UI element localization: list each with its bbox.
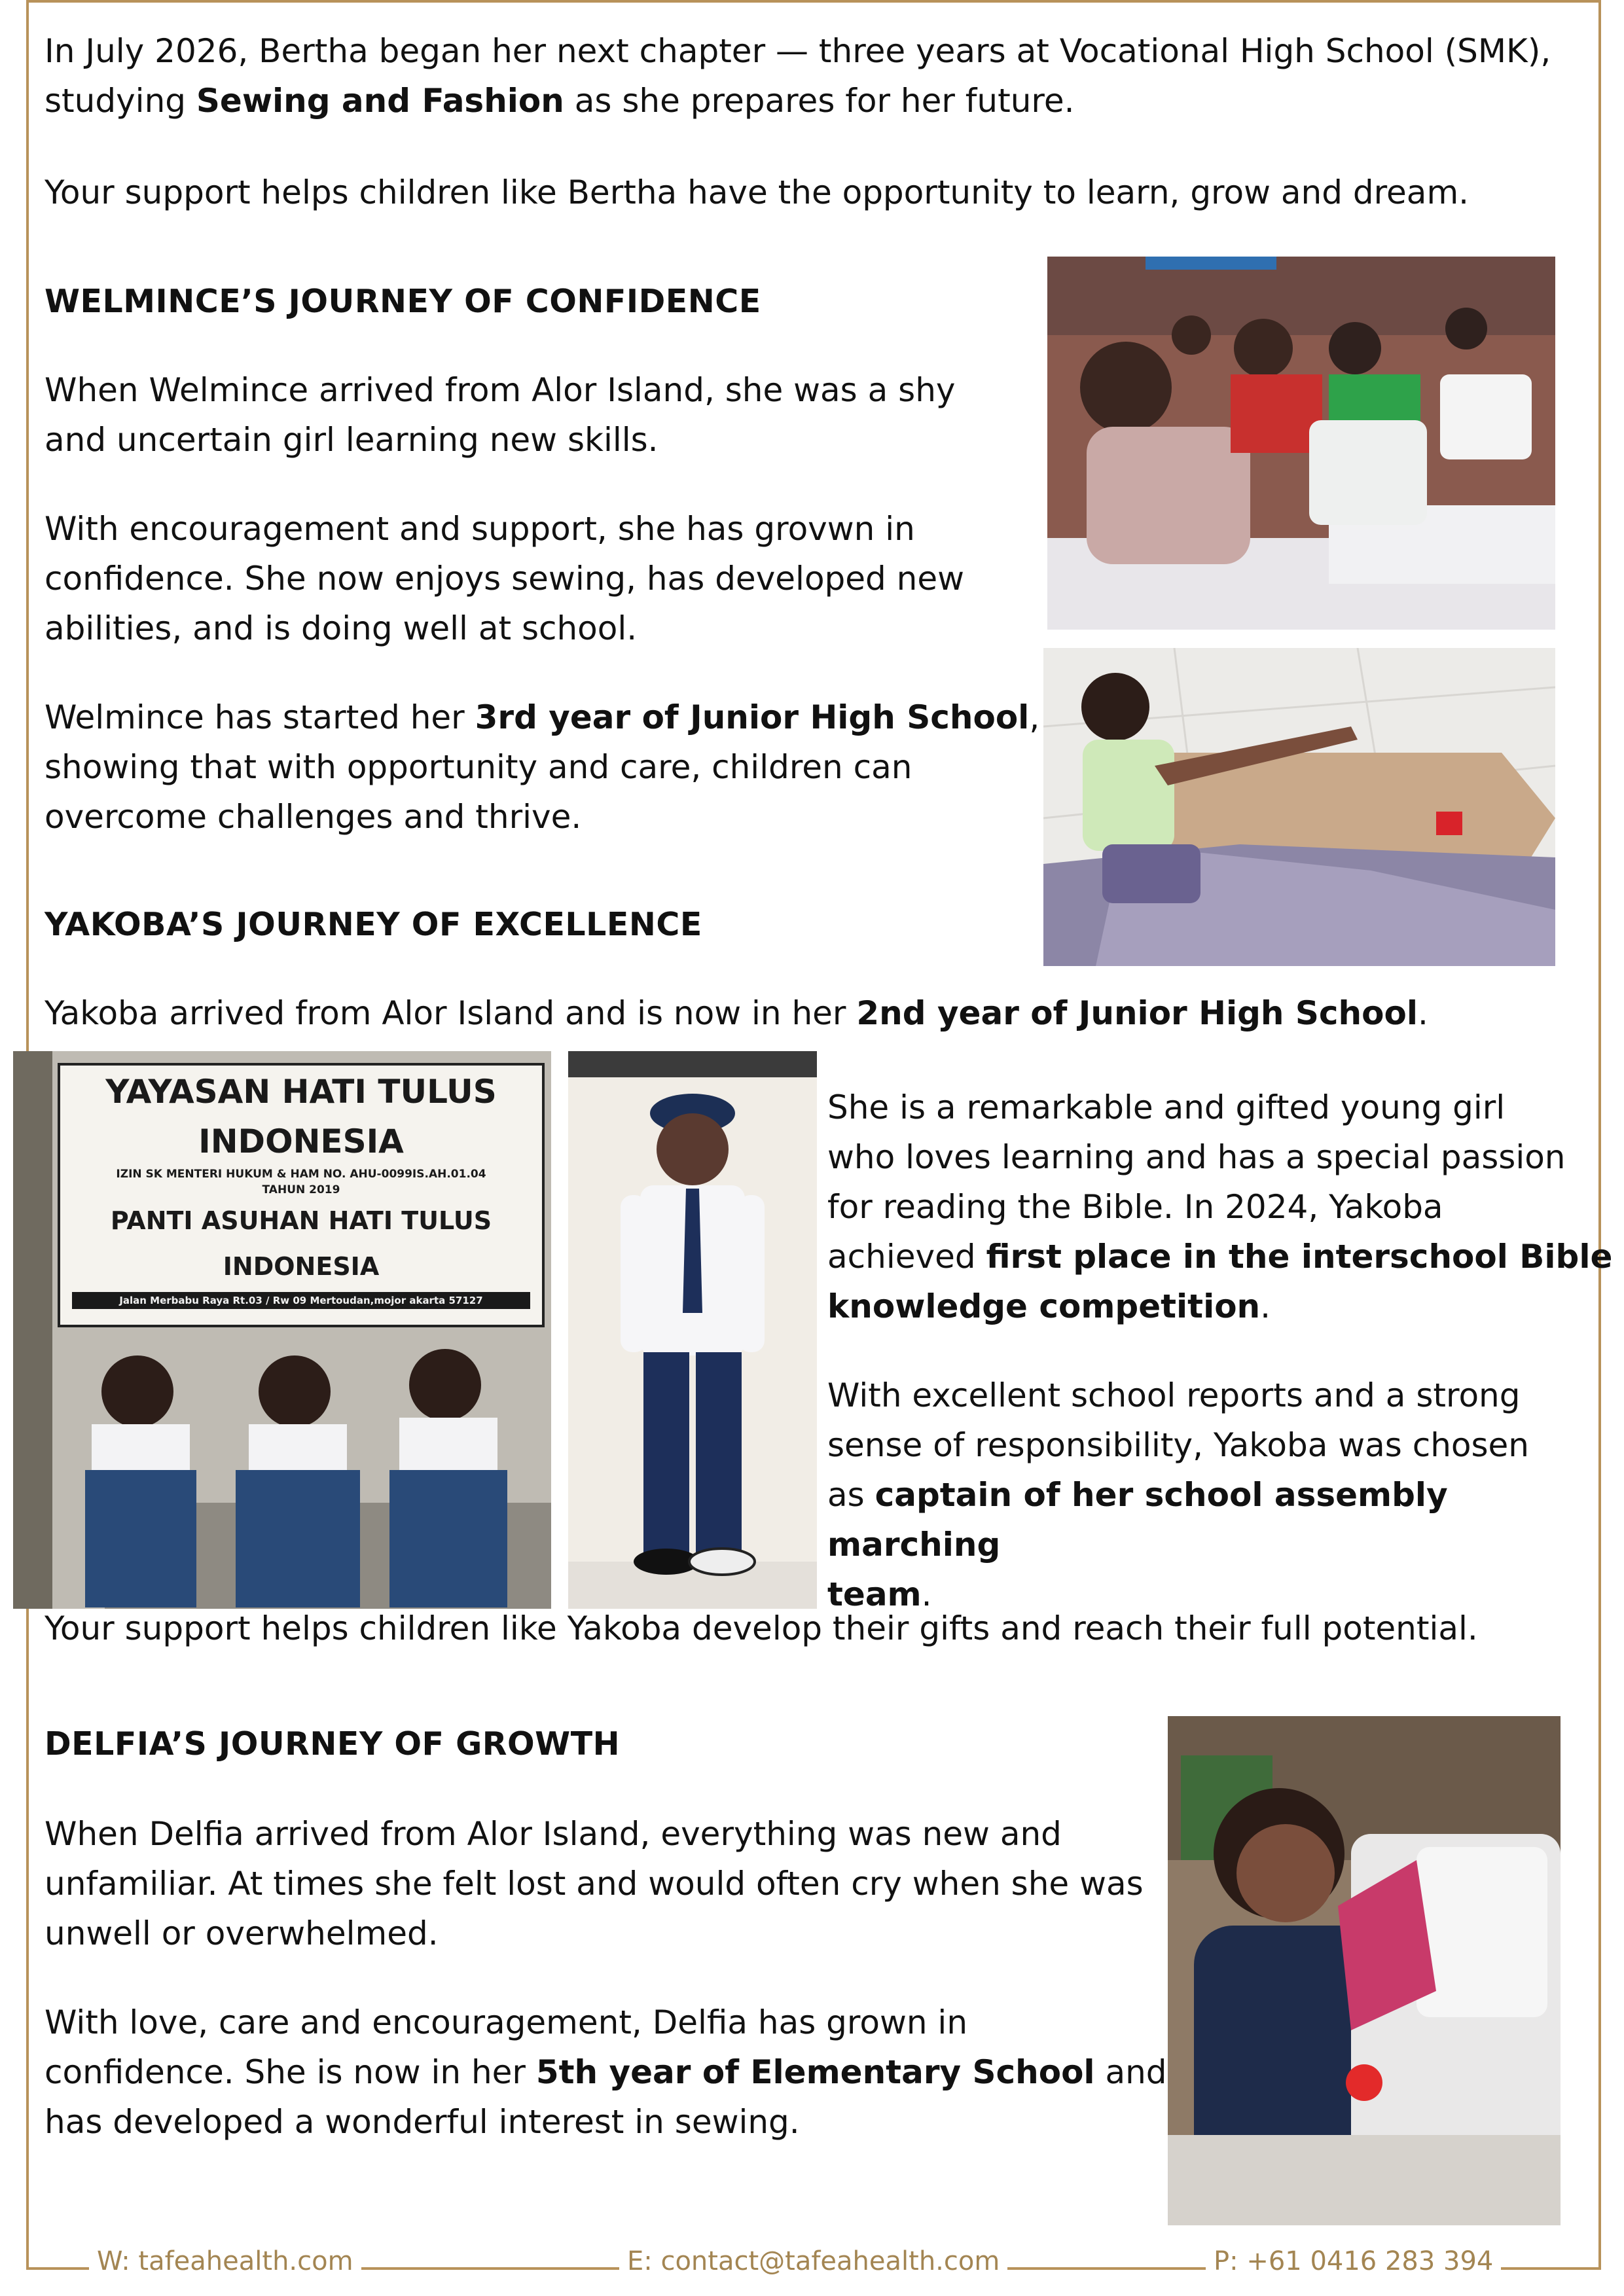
orphanage-sign	[59, 1067, 543, 1312]
sewing-class-photo	[1047, 257, 1555, 630]
text-line: sense of responsibility, Yakoba was chosen	[827, 1426, 1529, 1464]
text-line: knowledge competition.	[827, 1287, 1271, 1325]
delfia-paragraph-2	[45, 1998, 1167, 2147]
yakoba-heading: YAKOBA’S JOURNEY OF EXCELLENCE	[45, 906, 702, 943]
text-line: confidence. She now enjoys sewing, has developed new	[45, 560, 965, 598]
text-line: With excellent school reports and a strong	[827, 1376, 1521, 1414]
sign-title: YAYASAN HATI TULUS INDONESIA	[105, 1073, 497, 1160]
yakoba-closing: Your support helps children like Yakoba develop their gifts and reach their full potential.	[45, 1609, 1478, 1647]
yakoba-intro: Yakoba arrived from Alor Island and is now in her 2nd year of Junior High School.	[45, 994, 1428, 1032]
text-line: overcome challenges and thrive.	[45, 798, 582, 836]
intro-paragraph-2: Your support helps children like Bertha have the opportunity to learn, grow and dream.	[45, 173, 1470, 211]
text-line: When Welmince arrived from Alor Island, she was a shy	[45, 371, 956, 409]
group-uniform-photo	[13, 1051, 551, 1609]
text-line: who loves learning and has a special passion	[827, 1138, 1566, 1176]
sign-year: TAHUN 2019	[262, 1183, 340, 1196]
sign-license: IZIN SK MENTERI HUKUM & HAM NO. AHU-0099IS.AH.01.04	[116, 1168, 486, 1181]
text-line: With encouragement and support, she has grovwn in	[45, 510, 915, 548]
yakoba-paragraph-1	[827, 1083, 1612, 1331]
welmince-paragraph-1	[45, 365, 955, 465]
text-line: showing that with opportunity and care, children can	[45, 748, 912, 786]
text-line: abilities, and is doing well at school.	[45, 609, 638, 647]
footer-website[interactable]: W: tafeahealth.com	[89, 2246, 361, 2276]
welmince-paragraph-3	[45, 692, 1039, 842]
welmince-heading: WELMINCE’S JOURNEY OF CONFIDENCE	[45, 283, 761, 320]
intro-line-2: studying Sewing and Fashion as she prepares for her future.	[45, 82, 1075, 120]
delfia-paragraph-1	[45, 1809, 1144, 1958]
text-line: She is a remarkable and gifted young girl	[827, 1088, 1506, 1126]
sign-subtitle: PANTI ASUHAN HATI TULUS INDONESIA	[110, 1206, 492, 1281]
footer-phone[interactable]: P: +61 0416 283 394	[1206, 2246, 1501, 2276]
yakoba-paragraph-2	[827, 1371, 1624, 1619]
footer-email[interactable]: E: contact@tafeahealth.com	[619, 2246, 1007, 2276]
delfia-sewing-photo	[1168, 1716, 1561, 2225]
text-line: When Delfia arrived from Alor Island, everything was new and	[45, 1815, 1062, 1853]
pattern-cutting-photo	[1043, 648, 1555, 966]
text-line: achieved first place in the interschool Bible	[827, 1238, 1613, 1276]
welmince-paragraph-2	[45, 504, 964, 653]
intro-paragraph-1	[45, 26, 1551, 126]
text-line: as captain of her school assembly marching	[827, 1476, 1448, 1564]
text-line: and uncertain girl learning new skills.	[45, 421, 659, 459]
text-line: for reading the Bible. In 2024, Yakoba	[827, 1188, 1443, 1226]
yakoba-uniform-photo	[568, 1051, 817, 1609]
sign-address: Jalan Merbabu Raya Rt.03 / Rw 09 Mertoudan,mojor akarta 57127	[72, 1292, 530, 1309]
text-line: unfamiliar. At times she felt lost and would often cry when she was	[45, 1865, 1144, 1903]
text-line: unwell or overwhelmed.	[45, 1914, 439, 1952]
delfia-heading: DELFIA’S JOURNEY OF GROWTH	[45, 1725, 621, 1763]
text-line: has developed a wonderful interest in sewing.	[45, 2103, 800, 2141]
text-line: confidence. She is now in her 5th year of Elementary School and	[45, 2053, 1167, 2091]
text-line: With love, care and encouragement, Delfia has grown in	[45, 2003, 968, 2041]
text-line: team.	[827, 1575, 932, 1613]
text-line: Welmince has started her 3rd year of Junior High School,	[45, 698, 1040, 736]
intro-line-1: In July 2026, Bertha began her next chapter — three years at Vocational High School (SMK),	[45, 32, 1551, 70]
